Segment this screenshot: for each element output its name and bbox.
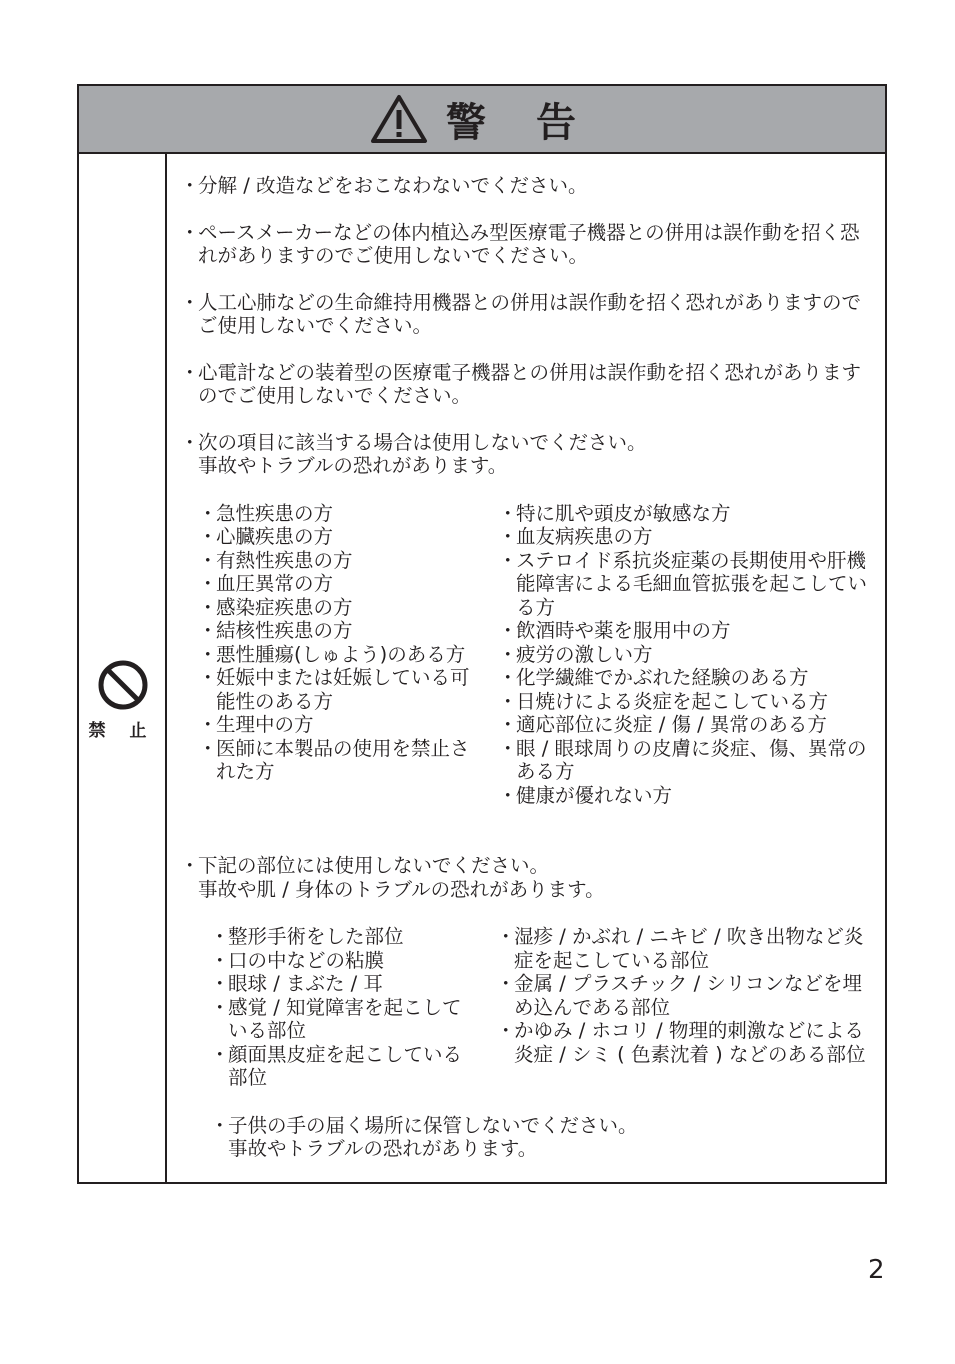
warning-title: 警 告 bbox=[446, 99, 594, 146]
warning-item: ・ 心電計などの装着型の医療電子機器との併用は誤作動を招く恐れがありますのでご使用しないでください。 bbox=[180, 361, 870, 408]
condition-item: ・ 眼 / 眼球周りの皮膚に炎症、傷、異常のある方 bbox=[498, 737, 870, 784]
condition-item: ・ ステロイド系抗炎症薬の長期使用や肝機能障害による毛細血管拡張を起こしている方 bbox=[498, 549, 870, 620]
prohibition-icon bbox=[97, 659, 149, 711]
condition-item: ・ 飲酒時や薬を服用中の方 bbox=[498, 619, 870, 643]
condition-item: ・ 心臓疾患の方 bbox=[198, 525, 478, 549]
conditions-left-column bbox=[198, 502, 478, 808]
condition-item: ・ 血友病疾患の方 bbox=[498, 525, 870, 549]
warning-item: ・ 分解 / 改造などをおこなわないでください。 bbox=[180, 174, 870, 198]
condition-item: ・ 疲労の激しい方 bbox=[498, 643, 870, 667]
conditions-intro bbox=[180, 431, 870, 478]
condition-item: ・ 妊娠中または妊娠している可能性のある方 bbox=[198, 666, 478, 713]
area-item: ・ 金属 / プラスチック / シリコンなどを埋め込んである部位 bbox=[496, 972, 870, 1019]
children-line-2: 事故やトラブルの恐れがあります。 bbox=[228, 1137, 538, 1160]
children-warning bbox=[210, 1114, 870, 1161]
condition-item: ・ 結核性疾患の方 bbox=[198, 619, 478, 643]
area-item: ・ 眼球 / まぶた / 耳 bbox=[210, 972, 474, 996]
conditions-line-2: 事故やトラブルの恐れがあります。 bbox=[198, 454, 508, 477]
condition-item: ・ 血圧異常の方 bbox=[198, 572, 478, 596]
area-item: ・ かゆみ / ホコリ / 物理的刺激などによる炎症 / シミ ( 色素沈着 ) などのある部位 bbox=[496, 1019, 870, 1066]
areas-right-column bbox=[496, 925, 870, 1090]
conditions-line-1: ・ 次の項目に該当する場合は使用しないでください。 bbox=[198, 430, 647, 454]
condition-item: ・ 感染症疾患の方 bbox=[198, 596, 478, 620]
condition-item: ・ 化学繊維でかぶれた経験のある方 bbox=[498, 666, 870, 690]
condition-item: ・ 適応部位に炎症 / 傷 / 異常のある方 bbox=[498, 713, 870, 737]
condition-item: ・ 日焼けによる炎症を起こしている方 bbox=[498, 690, 870, 714]
warning-item: ・ 人工心肺などの生命維持用機器との併用は誤作動を招く恐れがありますのでご使用しないでください。 bbox=[180, 291, 870, 338]
areas-intro bbox=[180, 854, 870, 901]
prohibition-label: 禁 止 bbox=[88, 721, 156, 741]
areas-line-1: ・ 下記の部位には使用しないでください。 bbox=[198, 854, 550, 877]
condition-item: ・ 急性疾患の方 bbox=[198, 502, 478, 526]
condition-item: ・ 悪性腫瘍(しゅよう)のある方 bbox=[198, 643, 478, 667]
area-item: ・ 整形手術をした部位 bbox=[210, 925, 474, 949]
area-item: ・ 感覚 / 知覚障害を起こしている部位 bbox=[210, 996, 474, 1043]
prohibition-column bbox=[79, 154, 167, 1182]
warning-item: ・ ペースメーカーなどの体内植込み型医療電子機器との併用は誤作動を招く恐れがありますのでご使用しないでください。 bbox=[180, 221, 870, 268]
warning-content bbox=[180, 174, 870, 1161]
areas-left-column bbox=[210, 925, 474, 1090]
condition-item: ・ 有熱性疾患の方 bbox=[198, 549, 478, 573]
children-line-1: ・ 子供の手の届く場所に保管しないでください。 bbox=[228, 1113, 638, 1137]
conditions-list bbox=[180, 502, 870, 808]
warning-triangle-icon bbox=[370, 93, 428, 145]
condition-item: ・ 特に肌や頭皮が敏感な方 bbox=[498, 502, 870, 526]
condition-item: ・ 生理中の方 bbox=[198, 713, 478, 737]
page-number: 2 bbox=[868, 1255, 885, 1285]
warning-header bbox=[79, 86, 885, 154]
areas-line-2: 事故や肌 / 身体のトラブルの恐れがあります。 bbox=[198, 877, 605, 901]
condition-item: ・ 医師に本製品の使用を禁止された方 bbox=[198, 737, 478, 784]
area-item: ・ 顔面黒皮症を起こしている部位 bbox=[210, 1043, 474, 1090]
warning-box bbox=[77, 84, 887, 1184]
conditions-right-column bbox=[498, 502, 870, 808]
condition-item: ・ 健康が優れない方 bbox=[498, 784, 870, 808]
areas-list bbox=[180, 925, 870, 1090]
area-item: ・ 口の中などの粘膜 bbox=[210, 949, 474, 973]
area-item: ・ 湿疹 / かぶれ / ニキビ / 吹き出物など炎症を起こしている部位 bbox=[496, 925, 870, 972]
